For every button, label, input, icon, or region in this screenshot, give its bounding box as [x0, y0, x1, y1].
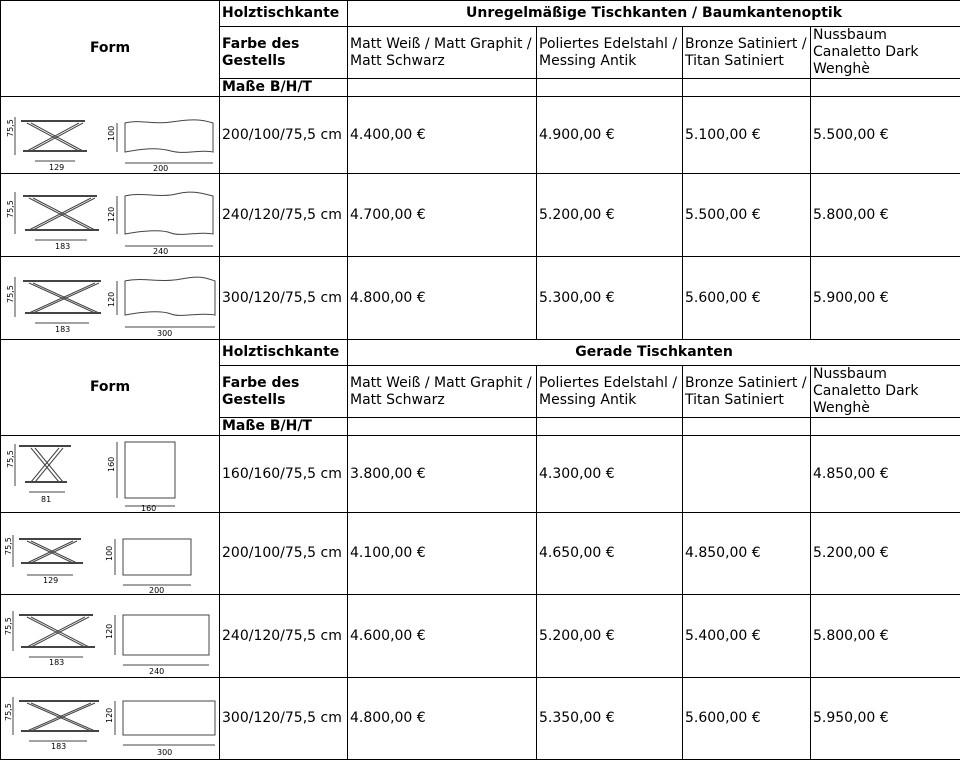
depth-dim-label: 120 [105, 707, 114, 722]
color-option: Bronze Satiniert / Titan Satiniert [683, 366, 811, 418]
euro-icon: € [417, 710, 426, 726]
width-dim-label: 240 [153, 247, 168, 256]
table-row [1, 436, 960, 513]
size-cell: 200/100/75,5 cm [220, 513, 348, 595]
depth-dim-label: 160 [107, 457, 116, 472]
size-cell: 200/100/75,5 cm [220, 97, 348, 174]
price-cell [811, 257, 960, 340]
depth-dim-label: 120 [107, 292, 116, 307]
width-dim-label: 240 [149, 667, 164, 676]
size-cell: 160/160/75,5 cm [220, 436, 348, 513]
price-cell [811, 97, 960, 174]
price-cell [348, 97, 537, 174]
x-frame-table-icon [1, 436, 220, 512]
color-option: Matt Weiß / Matt Graphit / Matt Schwarz [348, 27, 537, 79]
price-cell [811, 513, 960, 595]
height-dim-label: 75,5 [4, 703, 13, 721]
price-value: 4.400,00 [350, 127, 412, 143]
price-value: 4.650,00 [539, 545, 601, 561]
color-option: Bronze Satiniert / Titan Satiniert [683, 27, 811, 79]
table-row [1, 513, 960, 595]
price-cell [683, 97, 811, 174]
price-value: 4.300,00 [539, 466, 601, 482]
euro-icon: € [417, 127, 426, 143]
price-value: 5.800,00 [813, 207, 875, 223]
price-cell [811, 174, 960, 257]
euro-icon: € [880, 545, 889, 561]
x-frame-table-icon [1, 174, 220, 256]
euro-icon: € [880, 710, 889, 726]
height-dim-label: 75,5 [6, 119, 15, 137]
table-drawing [1, 257, 220, 340]
price-value: 5.100,00 [685, 127, 747, 143]
euro-icon: € [752, 290, 761, 306]
base-dim-label: 129 [43, 576, 58, 585]
price-value: 5.200,00 [539, 628, 601, 644]
width-dim-label: 300 [157, 329, 172, 338]
euro-icon: € [752, 545, 761, 561]
height-dim-label: 75,5 [6, 450, 15, 468]
masse-label: Maße B/H/T [220, 79, 348, 97]
price-cell [683, 678, 811, 760]
price-cell [683, 174, 811, 257]
euro-icon: € [880, 127, 889, 143]
table-drawing [1, 595, 220, 678]
euro-icon: € [606, 290, 615, 306]
price-cell [537, 595, 683, 678]
euro-icon: € [417, 545, 426, 561]
height-dim-label: 75,5 [4, 537, 13, 555]
price-value: 4.600,00 [350, 628, 412, 644]
section-title: Gerade Tischkanten [348, 340, 960, 366]
empty-cell [683, 418, 811, 436]
depth-dim-label: 120 [107, 207, 116, 222]
base-dim-label: 183 [55, 242, 70, 251]
width-dim-label: 200 [153, 164, 168, 173]
euro-icon: € [417, 466, 426, 482]
depth-dim-label: 100 [105, 546, 114, 561]
form-label: Form [90, 379, 130, 395]
price-value: 5.800,00 [813, 628, 875, 644]
price-value: 5.600,00 [685, 290, 747, 306]
price-cell [348, 678, 537, 760]
table-row [1, 257, 960, 340]
x-frame-table-icon [1, 679, 220, 759]
depth-dim-label: 100 [107, 126, 116, 141]
price-cell [811, 595, 960, 678]
euro-icon: € [880, 466, 889, 482]
price-value: 5.200,00 [813, 545, 875, 561]
price-value: 5.200,00 [539, 207, 601, 223]
price-cell [348, 513, 537, 595]
base-dim-label: 183 [49, 658, 64, 667]
table-row [1, 595, 960, 678]
price-value: 4.800,00 [350, 710, 412, 726]
price-cell [537, 174, 683, 257]
euro-icon: € [417, 628, 426, 644]
empty-cell [683, 79, 811, 97]
euro-icon: € [880, 290, 889, 306]
empty-cell [811, 79, 960, 97]
table-row [1, 97, 960, 174]
x-frame-table-icon [1, 257, 220, 339]
height-dim-label: 75,5 [6, 200, 15, 218]
size-cell: 300/120/75,5 cm [220, 678, 348, 760]
empty-cell [348, 418, 537, 436]
euro-icon: € [752, 127, 761, 143]
price-cell [683, 257, 811, 340]
price-value: 5.900,00 [813, 290, 875, 306]
base-dim-label: 183 [55, 325, 70, 334]
euro-icon: € [606, 127, 615, 143]
height-dim-label: 75,5 [6, 285, 15, 303]
price-cell [348, 436, 537, 513]
euro-icon: € [752, 628, 761, 644]
price-cell [683, 595, 811, 678]
section-title: Unregelmäßige Tischkanten / Baumkantenoptik [348, 1, 960, 27]
price-value: 5.500,00 [685, 207, 747, 223]
masse-label: Maße B/H/T [220, 418, 348, 436]
price-cell [348, 174, 537, 257]
euro-icon: € [417, 207, 426, 223]
table-drawing [1, 436, 220, 513]
color-option: Poliertes Edelstahl / Messing Antik [537, 27, 683, 79]
price-value: 5.350,00 [539, 710, 601, 726]
base-dim-label: 81 [41, 495, 51, 504]
euro-icon: € [606, 545, 615, 561]
price-cell [811, 678, 960, 760]
euro-icon: € [752, 207, 761, 223]
table-drawing [1, 678, 220, 760]
table-drawing [1, 97, 220, 174]
table-row [1, 174, 960, 257]
color-option: Nussbaum Canaletto Dark Wenghè [811, 27, 960, 79]
price-cell-empty [683, 436, 811, 513]
price-cell [348, 595, 537, 678]
price-value: 4.700,00 [350, 207, 412, 223]
color-option: Poliertes Edelstahl / Messing Antik [537, 366, 683, 418]
euro-icon: € [417, 290, 426, 306]
table-drawing [1, 513, 220, 595]
price-value: 4.850,00 [685, 545, 747, 561]
holz-label: Holztischkante [220, 1, 348, 27]
x-frame-table-icon [1, 513, 220, 594]
price-cell [537, 678, 683, 760]
price-value: 4.100,00 [350, 545, 412, 561]
width-dim-label: 300 [157, 748, 172, 757]
price-cell [537, 97, 683, 174]
size-cell: 300/120/75,5 cm [220, 257, 348, 340]
price-value: 5.600,00 [685, 710, 747, 726]
x-frame-table-icon [1, 595, 220, 677]
color-option: Nussbaum Canaletto Dark Wenghè [811, 366, 960, 418]
table-row [1, 678, 960, 760]
price-value: 4.850,00 [813, 466, 875, 482]
price-cell [683, 513, 811, 595]
euro-icon: € [880, 628, 889, 644]
section1-header-row [1, 1, 960, 27]
euro-icon: € [606, 207, 615, 223]
width-dim-label: 160 [141, 504, 156, 512]
farbe-label: Farbe des Gestells [220, 366, 348, 418]
farbe-label: Farbe des Gestells [220, 27, 348, 79]
base-dim-label: 129 [49, 163, 64, 172]
euro-icon: € [606, 710, 615, 726]
price-value: 4.900,00 [539, 127, 601, 143]
price-value: 4.800,00 [350, 290, 412, 306]
empty-cell [537, 418, 683, 436]
euro-icon: € [880, 207, 889, 223]
price-cell [537, 436, 683, 513]
price-value: 5.950,00 [813, 710, 875, 726]
width-dim-label: 200 [149, 586, 164, 594]
holz-label: Holztischkante [220, 340, 348, 366]
depth-dim-label: 120 [105, 624, 114, 639]
base-dim-label: 183 [51, 742, 66, 751]
height-dim-label: 75,5 [4, 617, 13, 635]
euro-icon: € [606, 628, 615, 644]
form-header [1, 340, 220, 436]
form-header [1, 1, 220, 97]
empty-cell [537, 79, 683, 97]
size-cell: 240/120/75,5 cm [220, 595, 348, 678]
table-drawing [1, 174, 220, 257]
empty-cell [811, 418, 960, 436]
x-frame-table-icon [1, 97, 220, 173]
price-cell [537, 513, 683, 595]
price-cell [811, 436, 960, 513]
price-value: 3.800,00 [350, 466, 412, 482]
euro-icon: € [752, 710, 761, 726]
euro-icon: € [606, 466, 615, 482]
section2-header-row [1, 340, 960, 366]
price-cell [537, 257, 683, 340]
price-value: 5.300,00 [539, 290, 601, 306]
price-cell [348, 257, 537, 340]
price-value: 5.400,00 [685, 628, 747, 644]
color-option: Matt Weiß / Matt Graphit / Matt Schwarz [348, 366, 537, 418]
empty-cell [348, 79, 537, 97]
size-cell: 240/120/75,5 cm [220, 174, 348, 257]
form-label: Form [90, 40, 130, 56]
price-value: 5.500,00 [813, 127, 875, 143]
